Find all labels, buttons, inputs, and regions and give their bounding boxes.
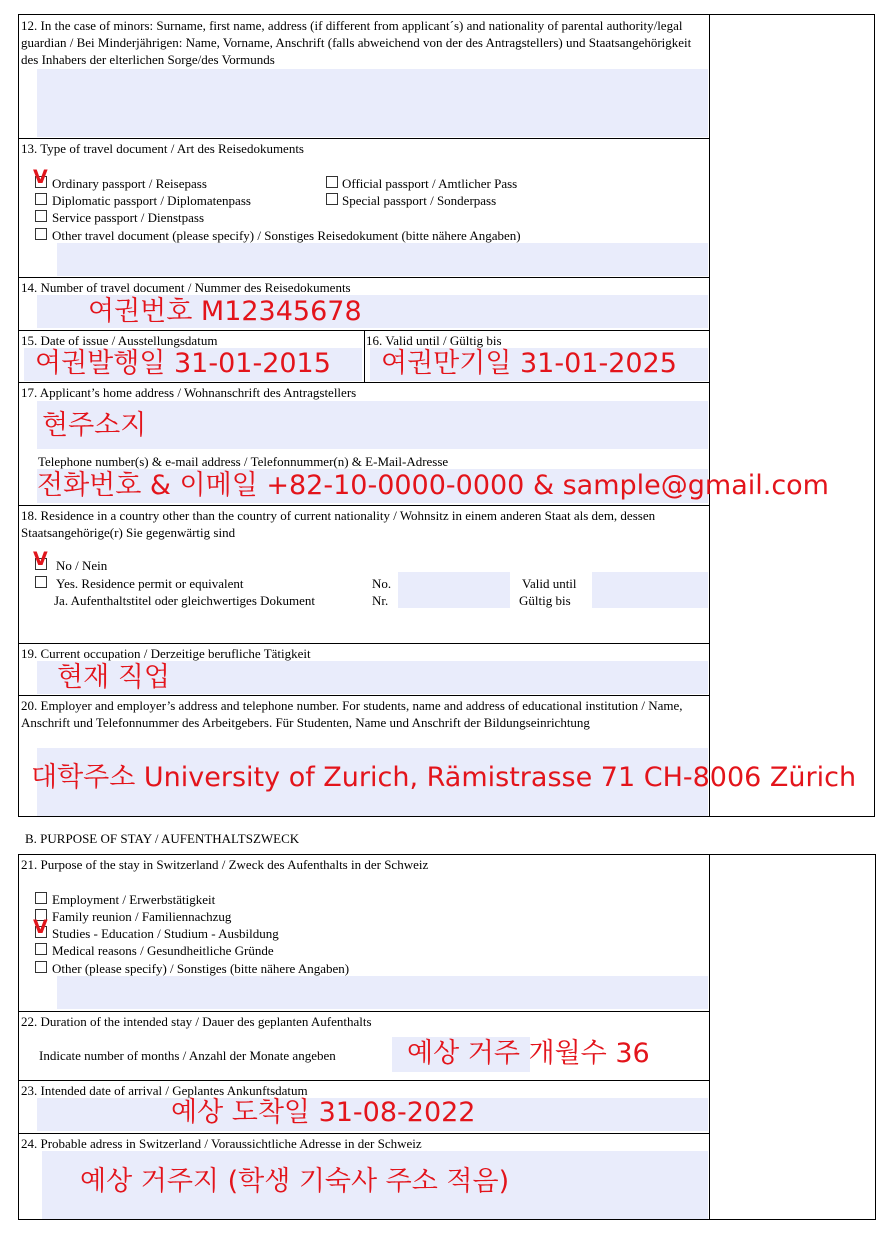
- q13-diplomatic-label: Diplomatic passport / Diplomatenpass: [52, 193, 251, 208]
- check-mark-icon: V: [33, 548, 48, 570]
- divider: [18, 138, 709, 139]
- q19-value: 현재 직업: [57, 662, 170, 693]
- q18-number-field[interactable]: [398, 572, 510, 608]
- q18-number-label: No.: [372, 576, 392, 591]
- q21-other-label: Other (please specify) / Sonstiges (bitte nähere Angaben): [52, 961, 350, 976]
- q18-no-label: No / Nein: [56, 558, 108, 573]
- q18-valid-field[interactable]: [592, 572, 708, 608]
- q20-value: 대학주소 University of Zurich, Rämistrasse 71 CH-8006 Zürich: [31, 762, 857, 793]
- q12-label: 12. In the case of minors: Surname, first name, address (if different from applicant´s) and nationality of parental authority/legal guardian / Bei Minderjährigen: Name, Vorname, Anschrift (falls abweichend von der des Antragstellers) und Staatsangehörigkeit des Inhabers der elterlichen Sorge/des Vormunds: [21, 18, 692, 67]
- q24-label: 24. Probable adress in Switzerland / Voraussichtliche Adresse in der Schweiz: [21, 1136, 422, 1151]
- q17-address-value: 현주소지: [42, 410, 147, 441]
- section-b-title: B. PURPOSE OF STAY / AUFENTHALTSZWECK: [25, 831, 300, 846]
- q21-label: 21. Purpose of the stay in Switzerland / Zweck des Aufenthalts in der Schweiz: [21, 857, 429, 872]
- q13-special-label: Special passport / Sonderpass: [342, 193, 497, 208]
- q18-yes-label: Yes. Residence permit or equivalent: [56, 576, 244, 591]
- q17-phone-value: 전화번호 & 이메일 +82-10-0000-0000 & sample@gmail.com: [37, 470, 829, 501]
- q19-label: 19. Current occupation / Derzeitige berufliche Tätigkeit: [21, 646, 311, 661]
- divider: [18, 695, 709, 696]
- q23-value: 예상 도착일 31-08-2022: [171, 1097, 476, 1128]
- q21-employment-checkbox[interactable]: [35, 892, 47, 904]
- q18-yes-checkbox[interactable]: [35, 576, 47, 588]
- q13-official-label: Official passport / Amtlicher Pass: [342, 176, 518, 191]
- q21-medical-label: Medical reasons / Gesundheitliche Gründe: [52, 943, 274, 958]
- q21-family-label: Family reunion / Familiennachzug: [52, 909, 232, 924]
- q18-number-label-de: Nr.: [372, 593, 389, 608]
- q13-other-field[interactable]: [57, 243, 708, 276]
- divider: [18, 643, 709, 644]
- q22-value: 예상 거주 개월수 36: [407, 1038, 650, 1069]
- q13-service-checkbox[interactable]: [35, 210, 47, 222]
- q21-studies-label: Studies - Education / Studium - Ausbildung: [52, 926, 279, 941]
- q15-value: 여권발행일 31-01-2015: [35, 348, 331, 379]
- q23-label: 23. Intended date of arrival / Geplantes Ankunftsdatum: [21, 1083, 308, 1098]
- q21-medical-checkbox[interactable]: [35, 943, 47, 955]
- right-column-divider-a: [709, 14, 710, 817]
- q12-field[interactable]: [37, 69, 708, 137]
- q21-other-field[interactable]: [57, 976, 708, 1009]
- q13-diplomatic-checkbox[interactable]: [35, 193, 47, 205]
- q22-sublabel: Indicate number of months / Anzahl der Monate angeben: [39, 1048, 336, 1063]
- divider: [18, 1080, 709, 1081]
- q16-value: 여권만기일 31-01-2025: [381, 348, 677, 379]
- q18-valid-label: Valid until: [522, 576, 577, 591]
- q18-label: 18. Residence in a country other than the country of current nationality / Wohnsitz in einem anderen Staat als dem, dessen Staatsangehörige(r) Sie gegenwärtig sind: [21, 508, 656, 540]
- q13-special-checkbox[interactable]: [326, 193, 338, 205]
- q16-label: 16. Valid until / Gültig bis: [366, 333, 502, 348]
- q17-label: 17. Applicant’s home address / Wohnanschrift des Antragstellers: [21, 385, 357, 400]
- divider: [18, 505, 709, 506]
- q13-official-checkbox[interactable]: [326, 176, 338, 188]
- q22-label: 22. Duration of the intended stay / Dauer des geplanten Aufenthalts: [21, 1014, 372, 1029]
- q13-service-label: Service passport / Dienstpass: [52, 210, 205, 225]
- q17-phone-label: Telephone number(s) & e-mail address / Telefonnummer(n) & E-Mail-Adresse: [38, 454, 449, 469]
- q21-other-checkbox[interactable]: [35, 961, 47, 973]
- q21-employment-label: Employment / Erwerbstätigkeit: [52, 892, 216, 907]
- q18-valid-label-de: Gültig bis: [519, 593, 571, 608]
- q18-yes-label-de: Ja. Aufenthaltstitel oder gleichwertiges Dokument: [54, 593, 316, 608]
- q13-other-checkbox[interactable]: [35, 228, 47, 240]
- divider: [364, 330, 365, 382]
- q14-value: 여권번호 M12345678: [88, 296, 362, 327]
- q13-other-label: Other travel document (please specify) / Sonstiges Reisedokument (bitte nähere Angaben): [52, 228, 521, 243]
- right-column-divider-b: [709, 854, 710, 1220]
- divider: [18, 1011, 709, 1012]
- q14-label: 14. Number of travel document / Nummer des Reisedokuments: [21, 280, 351, 295]
- q15-label: 15. Date of issue / Ausstellungsdatum: [21, 333, 218, 348]
- q24-value: 예상 거주지 (학생 기숙사 주소 적음): [80, 1166, 510, 1197]
- check-mark-icon: V: [33, 916, 48, 938]
- q13-ordinary-label: Ordinary passport / Reisepass: [52, 176, 207, 191]
- divider: [18, 382, 709, 383]
- q20-label: 20. Employer and employer’s address and telephone number. For students, name and address of educational institution / Name, Anschrift und Telefonnummer des Arbeitgebers. Für Studenten, Name und Anschrift der Bildungseinrichtung: [21, 698, 683, 730]
- q13-label: 13. Type of travel document / Art des Reisedokuments: [21, 141, 304, 156]
- divider: [18, 277, 709, 278]
- check-mark-icon: V: [33, 166, 48, 188]
- divider: [18, 1133, 709, 1134]
